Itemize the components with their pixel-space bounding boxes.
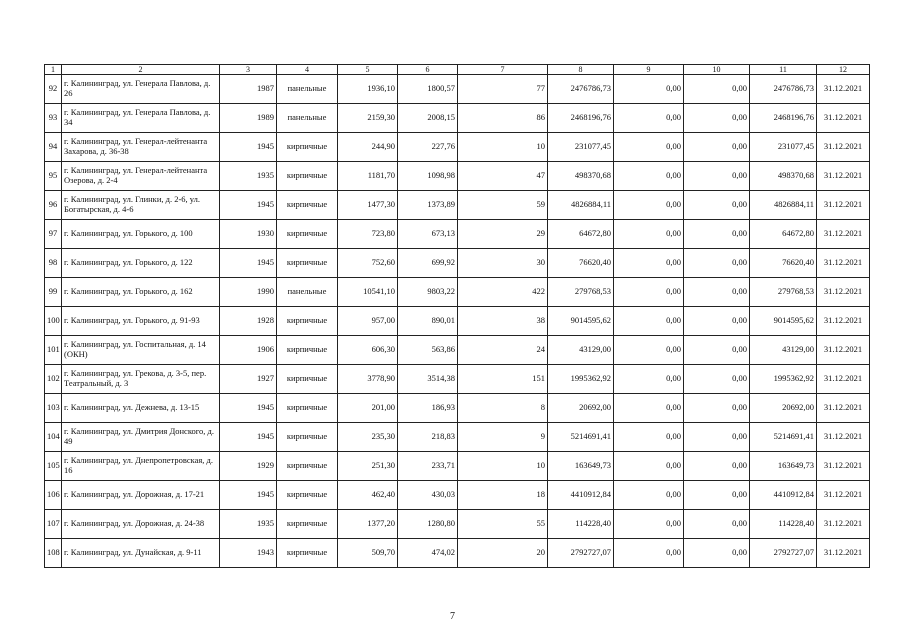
fund-a-cell: 0,00 (614, 133, 684, 162)
fund-b-cell: 0,00 (684, 133, 750, 162)
column-header-1: 1 (45, 65, 62, 75)
total-area-cell: 1377,20 (338, 510, 398, 539)
residents-cell: 59 (458, 191, 548, 220)
build-year-cell: 1935 (220, 162, 277, 191)
deadline-cell: 31.12.2021 (817, 452, 870, 481)
build-year-cell: 1945 (220, 191, 277, 220)
address-cell: г. Калининград, ул. Горького, д. 122 (62, 249, 220, 278)
address-cell: г. Калининград, ул. Генерал-лейтенанта Захарова, д. 36-38 (62, 133, 220, 162)
build-year-cell: 1945 (220, 481, 277, 510)
fund-a-cell: 0,00 (614, 539, 684, 568)
column-header-3: 3 (220, 65, 277, 75)
wall-material-cell: кирпичные (277, 365, 338, 394)
column-header-12: 12 (817, 65, 870, 75)
table-row (45, 481, 870, 510)
address-cell: г. Калининград, ул. Дорожная, д. 17-21 (62, 481, 220, 510)
total-cost-cell: 64672,80 (750, 220, 817, 249)
living-area-cell: 1373,89 (398, 191, 458, 220)
row-number: 96 (45, 191, 62, 220)
build-year-cell: 1945 (220, 133, 277, 162)
row-number: 106 (45, 481, 62, 510)
address-cell: г. Калининград, ул. Горького, д. 100 (62, 220, 220, 249)
address-cell: г. Калининград, ул. Днепропетровская, д. 16 (62, 452, 220, 481)
table-row (45, 307, 870, 336)
address-cell: г. Калининград, ул. Генерала Павлова, д. 34 (62, 104, 220, 133)
deadline-cell: 31.12.2021 (817, 133, 870, 162)
table-row (45, 133, 870, 162)
deadline-cell: 31.12.2021 (817, 307, 870, 336)
deadline-cell: 31.12.2021 (817, 75, 870, 104)
build-year-cell: 1929 (220, 452, 277, 481)
table-row (45, 75, 870, 104)
fund-b-cell: 0,00 (684, 510, 750, 539)
table-row (45, 539, 870, 568)
total-area-cell: 251,30 (338, 452, 398, 481)
deadline-cell: 31.12.2021 (817, 162, 870, 191)
column-header-6: 6 (398, 65, 458, 75)
fund-a-cell: 0,00 (614, 336, 684, 365)
cost-cell: 498370,68 (548, 162, 614, 191)
row-number: 105 (45, 452, 62, 481)
total-area-cell: 3778,90 (338, 365, 398, 394)
page-number: 7 (450, 611, 455, 622)
address-cell: г. Калининград, ул. Генерала Павлова, д. 26 (62, 75, 220, 104)
fund-b-cell: 0,00 (684, 220, 750, 249)
row-number: 104 (45, 423, 62, 452)
fund-a-cell: 0,00 (614, 278, 684, 307)
wall-material-cell: кирпичные (277, 510, 338, 539)
column-header-11: 11 (750, 65, 817, 75)
fund-a-cell: 0,00 (614, 104, 684, 133)
deadline-cell: 31.12.2021 (817, 278, 870, 307)
fund-b-cell: 0,00 (684, 394, 750, 423)
total-area-cell: 957,00 (338, 307, 398, 336)
deadline-cell: 31.12.2021 (817, 220, 870, 249)
address-cell: г. Калининград, ул. Дунайская, д. 9-11 (62, 539, 220, 568)
fund-b-cell: 0,00 (684, 307, 750, 336)
cost-cell: 4410912,84 (548, 481, 614, 510)
residents-cell: 422 (458, 278, 548, 307)
fund-b-cell: 0,00 (684, 249, 750, 278)
row-number: 103 (45, 394, 62, 423)
build-year-cell: 1930 (220, 220, 277, 249)
build-year-cell: 1945 (220, 423, 277, 452)
total-cost-cell: 163649,73 (750, 452, 817, 481)
residents-cell: 77 (458, 75, 548, 104)
fund-b-cell: 0,00 (684, 191, 750, 220)
build-year-cell: 1928 (220, 307, 277, 336)
address-cell: г. Калининград, ул. Дежнева, д. 13-15 (62, 394, 220, 423)
total-cost-cell: 2468196,76 (750, 104, 817, 133)
fund-b-cell: 0,00 (684, 423, 750, 452)
build-year-cell: 1987 (220, 75, 277, 104)
deadline-cell: 31.12.2021 (817, 365, 870, 394)
wall-material-cell: кирпичные (277, 191, 338, 220)
deadline-cell: 31.12.2021 (817, 104, 870, 133)
cost-cell: 76620,40 (548, 249, 614, 278)
row-number: 100 (45, 307, 62, 336)
living-area-cell: 1280,80 (398, 510, 458, 539)
document-sheet (44, 64, 870, 568)
residents-cell: 55 (458, 510, 548, 539)
residents-cell: 8 (458, 394, 548, 423)
fund-b-cell: 0,00 (684, 336, 750, 365)
row-number: 101 (45, 336, 62, 365)
wall-material-cell: кирпичные (277, 249, 338, 278)
living-area-cell: 699,92 (398, 249, 458, 278)
cost-cell: 2468196,76 (548, 104, 614, 133)
wall-material-cell: кирпичные (277, 394, 338, 423)
deadline-cell: 31.12.2021 (817, 336, 870, 365)
total-area-cell: 235,30 (338, 423, 398, 452)
cost-cell: 43129,00 (548, 336, 614, 365)
total-area-cell: 244,90 (338, 133, 398, 162)
living-area-cell: 474,02 (398, 539, 458, 568)
deadline-cell: 31.12.2021 (817, 423, 870, 452)
table-row (45, 510, 870, 539)
build-year-cell: 1989 (220, 104, 277, 133)
table-body (45, 65, 870, 568)
total-area-cell: 1181,70 (338, 162, 398, 191)
total-cost-cell: 2792727,07 (750, 539, 817, 568)
deadline-cell: 31.12.2021 (817, 394, 870, 423)
total-area-cell: 1477,30 (338, 191, 398, 220)
total-area-cell: 10541,10 (338, 278, 398, 307)
cost-cell: 279768,53 (548, 278, 614, 307)
living-area-cell: 9803,22 (398, 278, 458, 307)
total-cost-cell: 20692,00 (750, 394, 817, 423)
living-area-cell: 186,93 (398, 394, 458, 423)
build-year-cell: 1943 (220, 539, 277, 568)
column-header-10: 10 (684, 65, 750, 75)
table-row (45, 191, 870, 220)
fund-a-cell: 0,00 (614, 249, 684, 278)
table-row (45, 452, 870, 481)
total-area-cell: 1936,10 (338, 75, 398, 104)
table-row (45, 104, 870, 133)
build-year-cell: 1990 (220, 278, 277, 307)
residents-cell: 30 (458, 249, 548, 278)
fund-a-cell: 0,00 (614, 162, 684, 191)
row-number: 97 (45, 220, 62, 249)
living-area-cell: 430,03 (398, 481, 458, 510)
row-number: 93 (45, 104, 62, 133)
row-number: 102 (45, 365, 62, 394)
column-header-2: 2 (62, 65, 220, 75)
fund-b-cell: 0,00 (684, 278, 750, 307)
fund-b-cell: 0,00 (684, 75, 750, 104)
fund-b-cell: 0,00 (684, 452, 750, 481)
total-cost-cell: 5214691,41 (750, 423, 817, 452)
deadline-cell: 31.12.2021 (817, 249, 870, 278)
row-number: 94 (45, 133, 62, 162)
total-cost-cell: 4826884,11 (750, 191, 817, 220)
fund-a-cell: 0,00 (614, 220, 684, 249)
residents-cell: 29 (458, 220, 548, 249)
fund-b-cell: 0,00 (684, 539, 750, 568)
table-row (45, 336, 870, 365)
row-number: 99 (45, 278, 62, 307)
column-header-8: 8 (548, 65, 614, 75)
row-number: 107 (45, 510, 62, 539)
table-row (45, 365, 870, 394)
address-cell: г. Калининград, ул. Госпитальная, д. 14 (ОКН) (62, 336, 220, 365)
living-area-cell: 233,71 (398, 452, 458, 481)
cost-cell: 2792727,07 (548, 539, 614, 568)
residents-cell: 38 (458, 307, 548, 336)
living-area-cell: 673,13 (398, 220, 458, 249)
housing-table (44, 64, 870, 568)
residents-cell: 86 (458, 104, 548, 133)
build-year-cell: 1906 (220, 336, 277, 365)
living-area-cell: 1800,57 (398, 75, 458, 104)
fund-a-cell: 0,00 (614, 452, 684, 481)
table-row (45, 162, 870, 191)
total-area-cell: 201,00 (338, 394, 398, 423)
fund-a-cell: 0,00 (614, 307, 684, 336)
wall-material-cell: кирпичные (277, 133, 338, 162)
total-cost-cell: 498370,68 (750, 162, 817, 191)
cost-cell: 2476786,73 (548, 75, 614, 104)
deadline-cell: 31.12.2021 (817, 481, 870, 510)
table-row (45, 423, 870, 452)
wall-material-cell: панельные (277, 104, 338, 133)
total-cost-cell: 2476786,73 (750, 75, 817, 104)
cost-cell: 9014595,62 (548, 307, 614, 336)
total-cost-cell: 4410912,84 (750, 481, 817, 510)
row-number: 92 (45, 75, 62, 104)
total-cost-cell: 9014595,62 (750, 307, 817, 336)
cost-cell: 4826884,11 (548, 191, 614, 220)
row-number: 95 (45, 162, 62, 191)
wall-material-cell: панельные (277, 75, 338, 104)
total-cost-cell: 114228,40 (750, 510, 817, 539)
residents-cell: 10 (458, 133, 548, 162)
total-area-cell: 462,40 (338, 481, 398, 510)
wall-material-cell: кирпичные (277, 423, 338, 452)
wall-material-cell: кирпичные (277, 220, 338, 249)
living-area-cell: 227,76 (398, 133, 458, 162)
address-cell: г. Калининград, ул. Горького, д. 91-93 (62, 307, 220, 336)
total-area-cell: 723,80 (338, 220, 398, 249)
row-number: 108 (45, 539, 62, 568)
total-area-cell: 2159,30 (338, 104, 398, 133)
living-area-cell: 3514,38 (398, 365, 458, 394)
build-year-cell: 1927 (220, 365, 277, 394)
living-area-cell: 218,83 (398, 423, 458, 452)
wall-material-cell: кирпичные (277, 307, 338, 336)
column-header-9: 9 (614, 65, 684, 75)
living-area-cell: 1098,98 (398, 162, 458, 191)
residents-cell: 47 (458, 162, 548, 191)
fund-a-cell: 0,00 (614, 481, 684, 510)
build-year-cell: 1935 (220, 510, 277, 539)
column-header-5: 5 (338, 65, 398, 75)
fund-a-cell: 0,00 (614, 394, 684, 423)
wall-material-cell: кирпичные (277, 162, 338, 191)
cost-cell: 231077,45 (548, 133, 614, 162)
wall-material-cell: кирпичные (277, 452, 338, 481)
living-area-cell: 563,86 (398, 336, 458, 365)
deadline-cell: 31.12.2021 (817, 510, 870, 539)
fund-a-cell: 0,00 (614, 423, 684, 452)
column-number-header (45, 65, 870, 75)
total-area-cell: 606,30 (338, 336, 398, 365)
cost-cell: 114228,40 (548, 510, 614, 539)
address-cell: г. Калининград, ул. Горького, д. 162 (62, 278, 220, 307)
residents-cell: 18 (458, 481, 548, 510)
residents-cell: 9 (458, 423, 548, 452)
cost-cell: 1995362,92 (548, 365, 614, 394)
total-cost-cell: 43129,00 (750, 336, 817, 365)
address-cell: г. Калининград, ул. Дмитрия Донского, д. 49 (62, 423, 220, 452)
living-area-cell: 890,01 (398, 307, 458, 336)
column-header-7: 7 (458, 65, 548, 75)
total-cost-cell: 1995362,92 (750, 365, 817, 394)
total-cost-cell: 279768,53 (750, 278, 817, 307)
address-cell: г. Калининград, ул. Генерал-лейтенанта Озерова, д. 2-4 (62, 162, 220, 191)
cost-cell: 64672,80 (548, 220, 614, 249)
deadline-cell: 31.12.2021 (817, 539, 870, 568)
column-header-4: 4 (277, 65, 338, 75)
total-area-cell: 752,60 (338, 249, 398, 278)
residents-cell: 24 (458, 336, 548, 365)
deadline-cell: 31.12.2021 (817, 191, 870, 220)
table-row (45, 220, 870, 249)
total-cost-cell: 231077,45 (750, 133, 817, 162)
total-cost-cell: 76620,40 (750, 249, 817, 278)
table-row (45, 394, 870, 423)
build-year-cell: 1945 (220, 249, 277, 278)
wall-material-cell: панельные (277, 278, 338, 307)
residents-cell: 20 (458, 539, 548, 568)
build-year-cell: 1945 (220, 394, 277, 423)
fund-b-cell: 0,00 (684, 104, 750, 133)
cost-cell: 163649,73 (548, 452, 614, 481)
row-number: 98 (45, 249, 62, 278)
address-cell: г. Калининград, ул. Глинки, д. 2-6, ул. Богатырская, д. 4-6 (62, 191, 220, 220)
residents-cell: 10 (458, 452, 548, 481)
residents-cell: 151 (458, 365, 548, 394)
fund-a-cell: 0,00 (614, 510, 684, 539)
wall-material-cell: кирпичные (277, 336, 338, 365)
fund-b-cell: 0,00 (684, 365, 750, 394)
fund-b-cell: 0,00 (684, 481, 750, 510)
address-cell: г. Калининград, ул. Дорожная, д. 24-38 (62, 510, 220, 539)
fund-a-cell: 0,00 (614, 365, 684, 394)
wall-material-cell: кирпичные (277, 539, 338, 568)
table-row (45, 249, 870, 278)
total-area-cell: 509,70 (338, 539, 398, 568)
fund-a-cell: 0,00 (614, 75, 684, 104)
living-area-cell: 2008,15 (398, 104, 458, 133)
cost-cell: 20692,00 (548, 394, 614, 423)
address-cell: г. Калининград, ул. Грекова, д. 3-5, пер. Театральный, д. 3 (62, 365, 220, 394)
cost-cell: 5214691,41 (548, 423, 614, 452)
wall-material-cell: кирпичные (277, 481, 338, 510)
fund-b-cell: 0,00 (684, 162, 750, 191)
table-row (45, 278, 870, 307)
fund-a-cell: 0,00 (614, 191, 684, 220)
